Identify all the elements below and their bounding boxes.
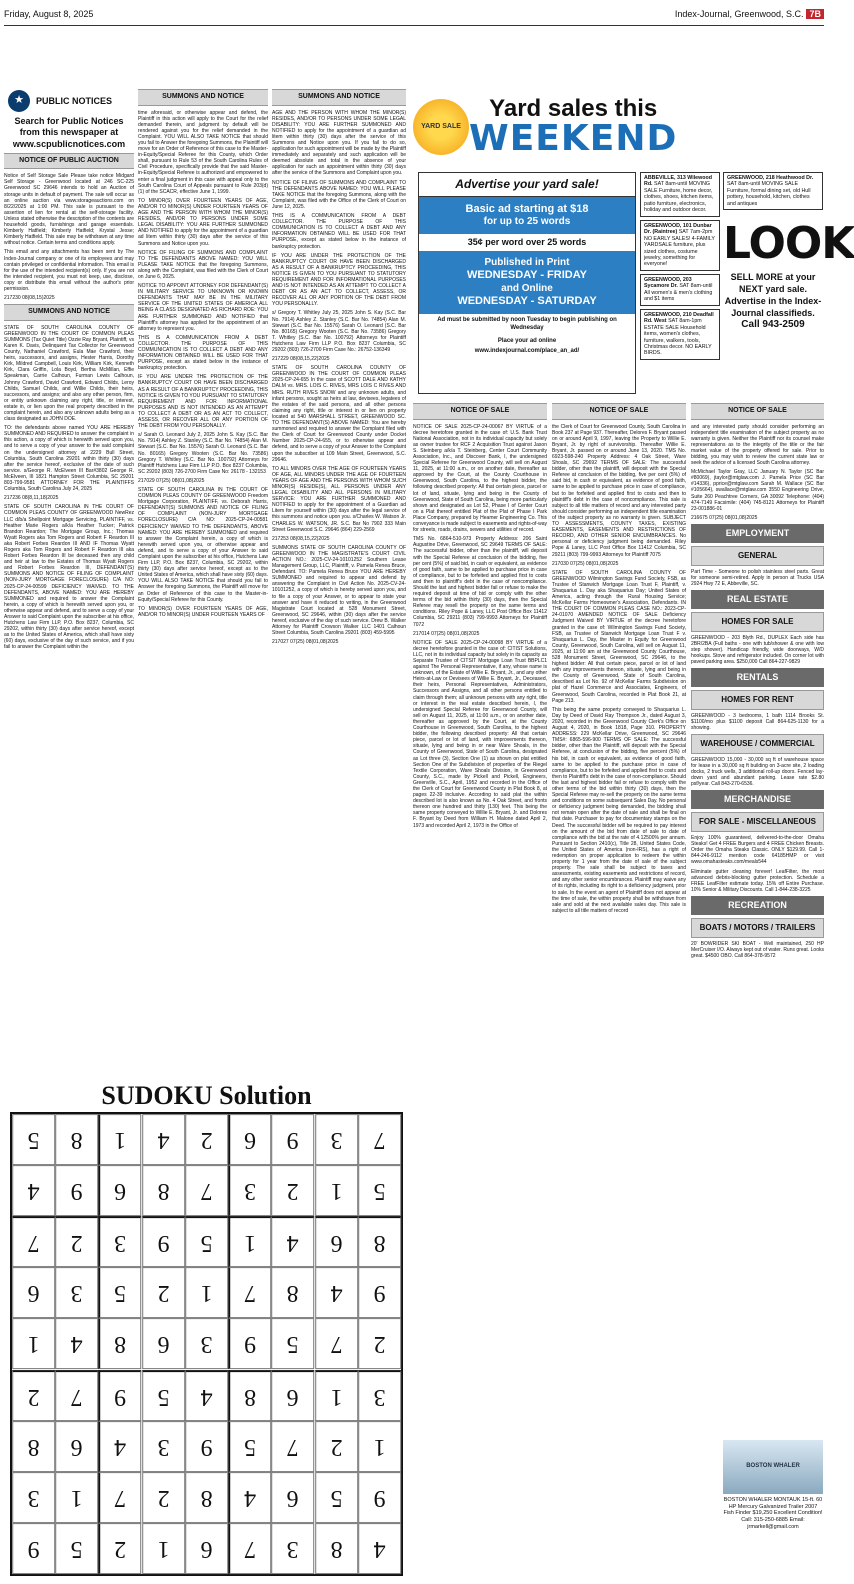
sudoku-cell: 6	[271, 1472, 314, 1523]
sudoku-cell: 2	[271, 1165, 314, 1216]
classified-ad: Eliminate gutter cleaning forever! LeafFilter, the most advanced debris-blocking gutter protection. Schedule a FREE LeafFilter estimate today. 15% off Entire Purchase. 10% Senior & Military Discounts. Call 1-844-238-3225	[691, 868, 824, 893]
look-ad	[723, 217, 854, 392]
notice-text: This email and any attachments has been sent by The Index-Journal company or one of its employees and may contain privileged or confidential information. This email is for the use of the intended recipient(s) only. If you are not the intended recipient, you must not keep, use, disclose, copy or distribute this email without the author's prior permission.	[4, 249, 134, 292]
sudoku-cell: 6	[12, 1267, 55, 1318]
sudoku-cell: 2	[55, 1216, 98, 1267]
yard-listings-b	[723, 172, 823, 213]
classified-ad: Part Time - Someone to polish stainless steel parts. Great for someone semi-retired. Apply in person at Trucks USA 2924 Hwy 72 E, Abbeville, SC.	[691, 568, 824, 587]
sudoku-cell: 7	[271, 1421, 314, 1472]
sudoku-cell: 3	[98, 1216, 141, 1267]
notice-text: and any interested party should consider performing an independent title examination of the subject property as no warranty is given. Neither the Plaintiff nor its counsel make representations as to the integrity of the title or the fair market value of the property offered for sale. Prior to bidding, you may wish to review the current state law or seek the advice of a licensed South Carolina attorney.	[691, 423, 824, 467]
sudoku-cell: 6	[271, 1370, 314, 1421]
column-1	[4, 86, 134, 1072]
yard-sales-title: Yard sales this	[489, 95, 658, 122]
notice-text: NOTICE OF SALE 2025-CP-24-00098 BY VIRTUE of a decree heretofore granted in the case of: CITIST Solutions, LLC, not in its individual capacity but solely in its capacity as Separate Trustee of CITSIT Mortgage Loan Trust BBPLC1 against The Personal Representative, if any, whose name is unknown, of the Estate of Willie E. Bryant, Jr., and any other Heirs-at-Law or Devisees of Willie E. Bryant, Jr., Deceased, their heirs, Personal Representatives, Administrators, Successors and Assigns, and all other persons entitled to claim through them; all unknown persons with any right, title or interest in the real estate described herein, I, the undersigned Special Referee for Greenwood County, will sell on August 11, 2025, at 11:00 a.m., or on another date, thereafter as approved by the Court, at the County Courthouse in Greenwood, South Carolina, to the highest bidder, the following described property: All that certain piece, parcel or lot of land, with improvements thereon, situate, lying and being in or near Ware Shoals, in the County of Greenwood, State of South Carolina, designated as Lot three (3), Section One (1) as shown on plat entitled Section One of the Subdivision of properties of the Riegel Textile Corporation, Ware Shoals Division, in Greenwood County, S.C., made by Pickell and Pickell, Engineers, Greenville, S.C., April, 1952 and recorded in the Office of the Clerk of Court for Greenwood County in Plat Book 8, at pages 22-39 inclusive. According to said plat the within described lot is also known as No. 4 Oak Street, and fronts thereon one hundred and thirty (130) feet. This being the same property conveyed to Willie E. Bryant, Jr. and Dolores F. Bryant by Deed from William H. Malone dated April 2, 1973 and recorded April 2, 1973 in the Office of	[413, 639, 547, 829]
sudoku-cell: 4	[228, 1472, 271, 1523]
header-date: Friday, August 8, 2025	[4, 9, 94, 20]
notice-ref: 217027 07(25) 08(01,08)2025	[272, 639, 339, 646]
sudoku-cell: 7	[228, 1523, 271, 1574]
list-item: GREENWOOD, 210 Deadfall Rd. West SAT 8am-1pm ESTATE SALE Household items, women's clothes, furniture, walkers, tools, Christmas decor. NO EARLY BIRDS.	[640, 309, 720, 360]
notice-text: s/ Gregory T. Whitley July 25, 2025 John S. Kay (S.C. Bar No. 7914) Ashley Z. Stanley (S.C. Bar No. 74854) Alan M. Stewart (S.C. Bar No. 15576) Sarah O. Leonard (S.C. Bar No. 80165) Gregory Wooten (S.C. Bar No. 73586) Gregory T. Whitley (S.C. Bar No. 100792) Attorneys for Plaintiff Hutchens Law Firm LLP P.O. Box 8237 Columbia, SC 29202 (803) 726-2700 Firm Case No.: 26752-136349	[272, 310, 406, 353]
sudoku-cell: 1	[315, 1165, 358, 1216]
notice-text: THIS IS A COMMUNICATION FROM A DEBT COLLECTOR. THE PURPOSE OF THIS COMMUNICATION IS TO COLLECT A DEBT AND ANY INFORMATION OBTAINED WILL BE USED FOR THAT PURPOSE, except as stated below in the instance of bankruptcy protection.	[272, 213, 406, 250]
sudoku-cell: 9	[142, 1216, 185, 1267]
real-estate-header: REAL ESTATE	[691, 590, 824, 609]
notice-text: IF YOU ARE UNDER THE PROTECTION OF THE BANKRUPTCY COURT OR HAVE BEEN DISCHARGED AS A RESULT OF A BANKRUPTCY PROCEEDING, THIS NOTICE IS GIVEN TO YOU PURSUANT TO STATUTORY REQUIREMENT AND FOR INFORMATIONAL PURPOSES AND IS NOT INTENDED AS AN ATTEMPT TO COLLECT A DEBT OR AS AN ACT TO COLLECT, ASSESS, OR RECOVER ALL OR ANY PORTION OF THE DEBT FROM YOU PERSONALLY.	[138, 374, 268, 430]
notice-text: TO MINOR(S) OVER FOURTEEN YEARS OF AGE, AND/OR TO MINOR(S) UNDER FOURTEEN YEARS OF	[138, 605, 268, 618]
sudoku-cell: 6	[185, 1523, 228, 1574]
sudoku-cell: 5	[185, 1216, 228, 1267]
look-text-2: Advertise in the Index-Journal classifieds.	[724, 295, 822, 319]
sudoku-cell: 7	[315, 1318, 358, 1369]
pn-logo-icon: ★	[8, 90, 30, 112]
sudoku-cell: 8	[142, 1165, 185, 1216]
sudoku-cell: 4	[55, 1318, 98, 1369]
sudoku-title: SUDOKU Solution	[101, 1081, 312, 1110]
boat-ad	[723, 1440, 823, 1580]
sudoku-cell: 6	[228, 1114, 271, 1165]
sudoku-cell: 7	[358, 1114, 401, 1165]
sudoku-cell: 9	[55, 1165, 98, 1216]
sudoku-cell: 4	[98, 1421, 141, 1472]
section-tag: SUMMONS AND NOTICE	[138, 89, 268, 106]
advertise-yard-sale-box	[418, 172, 636, 394]
header-paper: Index-Journal, Greenwood, S.C. 7B	[675, 9, 824, 20]
notice-text: NOTICE TO APPOINT ATTORNEY FOR DEFENDANT(S) IN MILITARY SERVICE TO UNKNOWN OR KNOWN DEFENDANTS THAT MAY BE IN THE MILITARY SERVICE OF THE UNITED STATES OF AMERICA ALL BEING A CLASS DESIGNATED AS RICHARD ROE: YOU ARE FURTHER SUMMONED AND NOTIFIED that Plaintiff's attorney has applied for the appointment of an attorney to represent you.	[138, 283, 268, 332]
section-tag: NOTICE OF SALE	[691, 403, 824, 420]
look-title: LOOK	[723, 218, 854, 269]
sudoku-cell: 1	[98, 1114, 141, 1165]
rentals-header: RENTALS	[691, 668, 824, 687]
list-item: GREENWOOD, 218 Heathwood Dr. SAT 8am-until MOVING SALE Furniture, formal dining set, old Hull pottery, household, kitchen, clothes and antiques	[723, 172, 823, 210]
section-tag: NOTICE OF PUBLIC AUCTION	[4, 153, 134, 170]
public-notices-title: PUBLIC NOTICES	[36, 95, 113, 106]
sudoku-cell: 2	[142, 1472, 185, 1523]
sudoku-cell: 5	[271, 1318, 314, 1369]
word-limit: for up to 25 words	[483, 216, 571, 228]
sudoku-cell: 9	[271, 1114, 314, 1165]
print-days: WEDNESDAY - FRIDAY	[466, 269, 587, 282]
classified-ad: Enjoy 100% guaranteed, delivered-to-the-door Omaha Steaks! Get 4 FREE Burgers and 4 FREE Chicken Breasts. Order the Omaha Steaks Classic. ONLY $129.99. Call 1-844-246-9112 mention code 64185HMP or visit www.omahasteaks.com/meals544	[691, 835, 824, 866]
sudoku-cell: 8	[315, 1523, 358, 1574]
sudoku-cell: 7	[98, 1472, 141, 1523]
sudoku-cell: 5	[55, 1523, 98, 1574]
section-tag: SUMMONS AND NOTICE	[272, 89, 406, 106]
sudoku-cell: 8	[98, 1318, 141, 1369]
sudoku-cell: 3	[12, 1472, 55, 1523]
notice-ref: 217014 07(25) 08(01,08)2025	[413, 630, 480, 637]
yard-sales-banner	[413, 86, 678, 168]
merchandise-header: MERCHANDISE	[691, 790, 824, 809]
boats-header: BOATS / MOTORS / TRAILERS	[691, 918, 824, 938]
sudoku-cell: 6	[55, 1421, 98, 1472]
sudoku-cell: 1	[358, 1421, 401, 1472]
sudoku-cell: 5	[228, 1421, 271, 1472]
online-days: WEDNESDAY - SATURDAY	[457, 294, 597, 307]
sudoku-cell: 5	[98, 1267, 141, 1318]
employment-header: EMPLOYMENT	[691, 524, 824, 543]
notice-text: TO MINOR(S) OVER FOURTEEN YEARS OF AGE, AND/OR TO MINOR(S) UNDER FOURTEEN YEARS OF AGE AND THE PERSON WITH WHOM THE MINOR(S) RESIDES, AND/OR TO PERSONS UNDER SOME LEGAL DISABILITY: YOU ARE FURTHER SUMMONED AND NOTIFIED to apply for the appointment of a guardian ad litem within thirty (30) days after the service of this Summons and Notice upon you.	[138, 197, 268, 247]
list-item: GREENWOOD, 203 Sycamore Dr. SAT 8am-until All women's & men's clothing and $1 items	[640, 274, 720, 306]
sudoku-cell: 5	[315, 1472, 358, 1523]
sudoku-cell: 3	[185, 1318, 228, 1369]
sudoku-cell: 1	[228, 1216, 271, 1267]
sudoku-cell: 7	[228, 1267, 271, 1318]
notice-ref: 217030 07(25) 08(01,08)2025	[552, 560, 619, 567]
section-tag: SUMMONS AND NOTICE	[4, 304, 134, 321]
sudoku-cell: 4	[315, 1267, 358, 1318]
sudoku-cell: 6	[142, 1318, 185, 1369]
sudoku-cell: 1	[12, 1318, 55, 1369]
sudoku-cell: 3	[315, 1114, 358, 1165]
notice-text: TO: the defendants above named YOU ARE HEREBY SUMMONED AND REQUIRED to answer the complaint in this action, a copy of which is herewith served upon you, and to serve a copy of your answer to the said complaint on the undersigned attorney at 2229 Bull Street, Columbia, South Carolina 29201 within thirty (30) days after the service hereof, exclusive of the date of such service. s/George R. McElveen III Bar#3802 George R. McElveen, III 1821 Hampton Street Columbia, SC 29201 803-799-9581 ATTORNEY FOR THE PLAINTIFFS Columbia, South Carolina July 24, 2025	[4, 425, 134, 493]
sudoku-cell: 8	[228, 1370, 271, 1421]
recreation-header: RECREATION	[691, 896, 824, 915]
notice-ref: 217229 08(08,15,22)2025	[272, 356, 330, 363]
notice-text: time aforesaid, or otherwise appear and defend, the Plaintiff in this action will apply to the Court for the relief demanded therein, and judgment by default will be rendered against you for the relief demanded in the Complaint. YOU WILL ALSO TAKE NOTICE that should you fail to Answer the foregoing Summons, the Plaintiff will move for an Order of Reference of this case to the Master-in-Equity/Special Referee for this County, which Order shall, pursuant to Rule 53 of the South Carolina Rules of Civil Procedure, specifically provide that the said Master-in-Equity/Special Referee is authorized and empowered to enter a final judgment in this case with appeal only to the South Carolina Court of Appeals pursuant to Rule 203(d)(1) of the SCACR, effective June 1, 1999.	[138, 109, 268, 195]
notice-ref: 216675 07(25) 08(01,08)2025	[691, 514, 758, 521]
notice-text: NOTICE OF FILING OF SUMMONS AND COMPLAINT TO THE DEFENDANTS ABOVE NAMED: YOU WILL PLEASE TAKE NOTICE that the foregoing Summons, along with the Complaint, was filed with the Office of the Clerk of Court on June 12, 2025.	[272, 179, 406, 210]
notice-text: NOTICE OF FILING OF SUMMONS AND COMPLAINT TO THE DEFENDANTS ABOVE NAMED: YOU WILL PLEASE TAKE NOTICE that the foregoing Summons, along with the Complaint, was filed with the Clerk of Court on June 6, 2025.	[138, 249, 268, 280]
public-notices-search[interactable]: Search for Public Notices from this newspaper at www.scpublicnotices.com	[12, 116, 126, 149]
sudoku-cell: 3	[55, 1267, 98, 1318]
notice-text: s/ Sarah O. Leonard July 2, 2025 John S. Kay (S.C. Bar No. 7914) Ashley Z. Stanley (S.C. Bar No. 74854) Alan M. Stewart (S.C. Bar No. 15576) Sarah O. Leonard (S.C. Bar No. 80165) Gregory Wooten (S.C. Bar No. 73586) Gregory T. Whitley (S.C. Bar No. 100792) Attorneys for Plaintiff Hutchens Law Firm LLP P.O. Box 8237 Columbia, SC 29202 (803) 726-2700 Firm Case No: 26178 - 132153	[138, 432, 268, 475]
notice-ref: 217029 07(25) 08(01,08)2025	[138, 477, 205, 484]
general-header: GENERAL	[691, 546, 824, 566]
notice-text: THIS IS A COMMUNICATION FROM A DEBT COLLECTOR. THE PURPOSE OF THIS COMMUNICATION IS TO COLLECT A DEBT AND ANY INFORMATION OBTAINED WILL BE USED FOR THAT PURPOSE, except as stated below in the instance of bankruptcy protection.	[138, 334, 268, 372]
sudoku-cell: 5	[358, 1165, 401, 1216]
sudoku-cell: 4	[142, 1114, 185, 1165]
sudoku-cell: 3	[142, 1421, 185, 1472]
sudoku-cell: 4	[271, 1216, 314, 1267]
yard-sale-art	[413, 90, 469, 164]
sudoku-cell: 2	[185, 1114, 228, 1165]
page-number: 7B	[806, 9, 824, 19]
notice-text: TO ALL MINORS OVER THE AGE OF FOURTEEN YEARS OF AGE, ALL MINORS UNDER THE AGE OF FOURTEEN YEARS OF AGE AND THE PERSONS WITH WHOM SUCH MINOR(S) RESIDE(S), ALL PERSONS UNDER ANY LEGAL DISABILITY AND ALL PERSONS IN MILITARY SERVICE: YOU ARE FURTHER SUMMONED AND NOTIFIED to apply for the appointment of a Guardian ad Litem for yourself within (30) days after the legal service of this summons and notice upon you. s/Charles W. Watson Jr. CHARLES W. WATSON, JR. S.C. Bar No 7902 333 Main Street Greenwood S.C. 29646 (864) 229-2569	[272, 465, 406, 533]
sudoku-cell: 8	[55, 1114, 98, 1165]
notice-text: the Clerk of Court for Greenwood County, South Carolina in Book 237 at Page 937. Thereafter, Delores F. Bryant passed on or around April 9, 1997, leaving the Property to Willie E. Bryant, Jr. by right of survivorship. Thereafter Willie E. Bryant, Jr. passed on or around June 13, 2020. TMS No. 6923-598-240 Property Address: 4 Oak Street, Ware Shoals, SC 29692 TERMS OF SALE: The successful bidder, other than the plaintiff, will deposit with the Special Referee at conclusion of the bidding, five per cent (5%) of said bid, in cash or equivalent, as evidence of good faith, same to be applied to purchase price in case of compliance, but to be forfeited and applied first to costs and then to plaintiff's debt in the case of noncompliance. This sale is subject to all title matters of record and any interested party should consider performing an independent title examination of the subject property as no warranty is given. SUBJECT TO ASSESSMENTS, COUNTY TAXES, EXISTING EASEMENTS, EASEMENTS AND RESTRICTIONS OF RECORD, AND OTHER SENIOR ENCUMBRANCES. No personal or deficiency judgment being demanded. Riley Pope & Laney, LLC Post Office Box 11412 Columbia, SC 29211 (803) 799-9993 Attorneys for Plaintiff 7075	[552, 423, 686, 558]
sudoku-cell: 9	[12, 1523, 55, 1574]
sudoku-cell: 1	[185, 1267, 228, 1318]
sudoku-cell: 5	[12, 1114, 55, 1165]
notice-text: STATE OF SOUTH CAROLINA COUNTY OF GREENWOOD IN THE COURT OF COMMON PLEAS 2025-CP-24-655 In the case of SCOTT DALE AND KATHY DALM vs. MRS. LOIS C. RIVES, MRS LOIS C RIVES AND MRS. RUTH RIVES SNOW and any unknown adults, and infant persons, sought as heirs at law, devisees, legatees of the estates of the said persons, and all other persons claiming any right, title or interest in or lien on property located at 540 MARSHALL STREET, GREENWOOD SC. TO THE DEFENDANT(S) ABOVE NAMED: You are hereby summoned and required to answer the Complaint filed with the Clerk of Court for Greenwood County under Docket Number 2025-CP-24-655, or to otherwise appear and defend, and to serve a copy of your Answer to the Complaint upon the subscriber at 109 Main Street, Greenwood, S.C. 29646.	[272, 365, 406, 463]
notice-text: SUMMONS STATE OF SOUTH CAROLINA COUNTY OF GREENWOOD IN THE MAGISTRATE'S COURT CIVIL ACTION NO.: 2025-CV-24-10101252 Southern Lease Management Group, LLC, Plaintiff, v. Pamela Renea Bruce, Defendant. TO: Pamela Renea Bruce YOU ARE HEREBY SUMMONED and required to appear and defend by answering the Complaint in Civil Action No. 2025-CV-24-10101252, a copy of which is hereby served upon you, and to file a copy of your Answer, or to appear to state your answer and have it reduced to writing, in the Greenwood Magistrate Court located at 528 Monument Street, Greenwood, SC 29646, within (30) days after the service hereof, exclusive of the day of such service. Drew B. Walker Attorney for Plaintiff Crowson Walker LLC 1401 Calhoun Street Columbia, South Carolina 29201 (803) 459-5995	[272, 544, 406, 637]
classified-ad: 20' BOWRIDER SKI BOAT - Well maintained, 250 HP MerCruiser I/O. Always kept out of water. Runs great. Looks great. $4500 OBO. Call 864-378-9572	[691, 940, 824, 959]
notice-ref: 217236 08(8,11,18)2025	[4, 495, 59, 502]
place-ad-link[interactable]: www.indexjournal.com/place_an_ad/	[474, 348, 580, 355]
sudoku-cell: 9	[358, 1267, 401, 1318]
notice-ref: 217230 08(08,15)2025	[4, 295, 55, 302]
sudoku-cell: 4	[12, 1165, 55, 1216]
classified-ad: GREENWOOD - 3 bedrooms, 1 bath 1114 Brooks St. $1100/mo plus $1100 deposit Call 864-625-1130 for a showing.	[691, 712, 824, 732]
sudoku-cell: 3	[358, 1370, 401, 1421]
notice-text: IF YOU ARE UNDER THE PROTECTION OF THE BANKRUPTCY COURT OR HAVE BEEN DISCHARGED AS A RESULT OF A BANKRUPTCY PROCEEDING, THIS NOTICE IS GIVEN TO YOU PURSUANT TO STATUTORY REQUIREMENT AND FOR INFORMATIONAL PURPOSES AND IS NOT INTENDED AS AN ATTEMPT TO COLLECT A DEBT OR AS AN ACT TO COLLECT, ASSESS, OR RECOVER ALL OR ANY PORTION OF THE DEBT FROM YOU PERSONALLY.	[272, 252, 406, 308]
sudoku-cell: 9	[228, 1318, 271, 1369]
look-phone: Call 943-2509	[741, 319, 805, 331]
sudoku-grid	[10, 1112, 403, 1576]
sudoku-cell: 3	[228, 1165, 271, 1216]
section-tag: NOTICE OF SALE	[413, 403, 547, 420]
section-tag: NOTICE OF SALE	[552, 403, 686, 420]
notice-text: NOTICE OF SALE 2025-CP-24-00067 BY VIRTUE of a decree heretofore granted in the case of: U.S. Bank Trust National Association, not in its individual capacity but solely as owner trustee for RCF 2 Acquisition Trust against Jason S. Steinberg a/k/a T. Steinberg, Center Court Community Association, Inc., and Discover Bank, I, the undersigned Special Referee for Greenwood County, will sell on August 11, 2025, at 11:00 a.m., or on another date, thereafter as approved by the Court, at the County Courthouse in Greenwood, South Carolina, to the highest bidder, the following described property: All that certain piece, parcel or lot of land, situate, lying and being in the County of Greenwood, State of South Carolina, being more particularly shown and designated as Lot 52, Phase I of Center Court on a Plat thereof entitled Plat of the Plat of Phase I Park Place Company, prepared by Heamer Engineering Co. This conveyance is made subject to easements and rights-of-way for streets, roads, drains, sewers and utilities of record.	[413, 423, 547, 534]
yard-sales-weekend: WEEKEND	[469, 118, 678, 159]
basic-ad-price: Basic ad starting at $18	[465, 202, 589, 215]
look-text: SELL MORE at your NEXT yard sale.	[730, 271, 816, 294]
classifieds-column	[691, 400, 824, 1438]
print-label: Published in Print	[484, 257, 570, 269]
public-notices-box	[4, 86, 134, 116]
sudoku-cell: 9	[98, 1370, 141, 1421]
sudoku-cell: 8	[185, 1472, 228, 1523]
sudoku-cell: 6	[98, 1165, 141, 1216]
sudoku-cell: 1	[315, 1370, 358, 1421]
sudoku-cell: 9	[358, 1472, 401, 1523]
sudoku-cell: 4	[185, 1370, 228, 1421]
sudoku-cell: 1	[142, 1523, 185, 1574]
advertise-heading: Advertise your yard sale!	[419, 173, 635, 197]
misc-header: FOR SALE - MISCELLANEOUS	[691, 812, 824, 832]
classified-ad: GREENWOOD - 203 Blyth Rd., DUPLEX Each side has 2BR/2BA (Full baths - one with tub/shower & one with low step shower). Handicap friendly, wide doorways, W/D hookups. Stove and refrigerator included. On corner lot with paved parking area. $250,000 Call 864-227-9829	[691, 634, 824, 666]
extra-word-price: 35¢ per word over 25 words	[467, 237, 587, 248]
sudoku-cell: 2	[142, 1267, 185, 1318]
homes-rent-header: HOMES FOR RENT	[691, 690, 824, 710]
sudoku-cell: 8	[358, 1216, 401, 1267]
notice-text: STATE OF SOUTH CAROLINA COUNTY OF GREENWOOD IN THE COURT OF COMMON PLEAS SUMMONS (Tax Quiet Title) Ozzie Ray Bryant, Plaintiff, vs Karen K. Davis, Delinquent Tax Collector for Greenwood County, Nathaniel Crawford, Eula Mae Crawford, their heirs, successors, and assigns, Hester Harris, Dorothy Kirk, Mildred Campbell, Louis Kirk, William Kirk, Kenneth Kirk, Clara Griffin, Lola Boyd, Bertha McMillan, Effie Speakman, Carrie Calhoun, Furman Lewis Calhoun, Johnny Crawford, David Crawford, Edward Childs, Leroy Childs, Samuel Childs, and Willie Childs, their heirs, successors, and assigns; and also any other person, firm, or entity unknown claiming any right, title, or interest, estate in, or lien upon the real property described in the complaint herein, and also any unknown adults being as a class designated as JOHN DOE.	[4, 324, 134, 423]
sudoku-cell: 2	[98, 1523, 141, 1574]
sudoku-cell: 1	[55, 1472, 98, 1523]
boat-photo: BOSTON WHALER	[723, 1440, 823, 1494]
sale-column-1	[413, 400, 547, 1580]
sudoku-cell: 3	[271, 1523, 314, 1574]
sudoku-cell: 8	[12, 1421, 55, 1472]
sale-column-2	[552, 400, 686, 1580]
sudoku-cell: 2	[12, 1370, 55, 1421]
sudoku-cell: 7	[12, 1216, 55, 1267]
warehouse-header: WAREHOUSE / COMMERCIAL	[691, 734, 824, 754]
notice-text: STATE OF SOUTH CAROLINA IN THE COURT OF COMMON PLEAS COUNTY OF GREENWOOD Freedom Mortgage Corporation, PLAINTIFF, vs. Deborah Harris, DEFENDANT(S) SUMMONS AND NOTICE OF FILING OF COMPLAINT (NON-JURY MORTGAGE FORECLOSURE) C/A NO: 2025-CP-24-00581 DEFICIENCY WAIVED TO THE DEFENDANTS, ABOVE NAMED: YOU ARE HEREBY SUMMONED and required to answer the Complaint herein, a copy of which is herewith served upon you, or otherwise appear and defend, and to serve a copy of your Answer to said Complaint upon the subscriber at his office, Hutchens Law Firm LLP, P.O. Box 8237, Columbia, SC 29202, within thirty (30) days after service hereof, except as to the United States of America, which shall have sixty (60) days. YOU WILL ALSO TAKE NOTICE that should you fail to Answer the foregoing Summons, the Plaintiff will move for an Order of Reference of this case to the Master-in-Equity/Special Referee for this County.	[138, 486, 268, 603]
yard-listings-a	[640, 172, 720, 363]
notice-ref: 217253 08(08,15,22)2025	[272, 535, 330, 542]
yard-sale-sign-icon: YARD SALE	[413, 99, 469, 155]
notice-text: STATE OF SOUTH CAROLINA COUNTY OF GREENWOOD Wilmington Savings Fund Society, FSB, as Trustee of Stanwich Mortgage Loan Trust F, Plaintiff, v. Shaquarius L. Day aka Shaquarius Day; United States of America, acting through the Rural Housing Service; McKellar Farms Homeowner's Association, Defendants. IN THE COURT OF COMMON PLEAS CASE NO.: 2023-CP-24-01070 AMENDED NOTICE OF SALE Deficiency Judgment Waived BY VIRTUE of the decree heretofore granted in the case of: Wilmington Savings Fund Society, FSB, as Trustee of Stanwich Mortgage Loan Trust F v. Shaquarius L. Day, the Master in Equity for Greenwood County, Greenwood, South Carolina, will sell on August 11, 2025, at 11:00 am at the Greenwood County Courthouse, 528 Monument Street, Greenwood, SC 29646, to the highest bidder: All that certain piece, parcel or lot of land with any improvements thereon, situate, lying and being in the County of Greenwood, State of South Carolina, described as Lot No. 92 of McKellar Farms Subdivision on plat of Hazel Commerce and Associates, Engineers, of Greenwood, South Carolina, recorded in Plat Book 21, at Page 213.	[552, 569, 686, 704]
sudoku-cell: 2	[358, 1318, 401, 1369]
list-item: GREENWOOD, 101 Dunbar Dr. (Raintree) SAT 7am-2pm NO EARLY SALES! 4-FAMILY YARDSALE furniture, plus sized clothes, costume jewelry, something for everyone!	[640, 220, 720, 271]
notice-text: Notice of Self Storage Sale Please take notice Midgard Self Storage - Greenwood located at 246 SC-225 Greenwood SC 29646 intends to hold an Auction of storage units in default of payment. The sale will occur as an online auction via www.storageauctions.com on 8/22/2025 at 1:00 PM. This sale is pursuant to the assertion of lien for rental at the self-storage facility. Unless stated otherwise the description of the contents are household goods, furnishings and garage essentials. Kimberly Hatfield; Kimberly Hatfield; Krystal Jesse; Kimberly Hatfield. This sale may be withdrawn at any time without notice. Certain terms and conditions apply.	[4, 173, 134, 247]
page-header	[4, 4, 824, 26]
deadline-text: Ad must be submitted by noon Tuesday to begin publishing on Wednesday	[437, 317, 617, 331]
sudoku-cell: 4	[358, 1523, 401, 1574]
homes-sale-header: HOMES FOR SALE	[691, 612, 824, 632]
notice-text: AGE AND THE PERSON WITH WHOM THE MINOR(S) RESIDES, AND/OR TO PERSONS UNDER SOME LEGAL DISABILITY: YOU ARE FURTHER SUMMONED AND NOTIFIED to apply for the appointment of a guardian ad litem within thirty (30) days after the service of this Summons and Notice upon you. If you fail to do so, application for such appointment will be made by the Plaintiff immediately and separately and such application will be deemed absolute and total in the absence of your application for such an appointment within thirty (30) days after the service of the Summons and Complaint upon you.	[272, 109, 406, 177]
sudoku-cell: 7	[55, 1370, 98, 1421]
notice-text: TMS No. 6864-510-973 Property Address: 206 Saint Augustine Drive, Greenwood, SC 29649 TERMS OF SALE: The successful bidder, other than the plaintiff, will deposit with the Special Referee at conclusion of the bidding, five per cent (5%) of said bid, in cash or equivalent, as evidence of good faith, same to be applied to purchase price in case of compliance, but to be forfeited and applied first to costs and then to plaintiff's debt in the case of noncompliance. Should the last and highest bidder fail or refuse to make the required deposit at time of bid or comply with the other terms of the bid within thirty (30) days, then the Special Referee may resell the property on the same terms and conditions. Riley Pope & Laney, LLC Post Office Box 11412 Columbia, SC 29211 (803) 799-9993 Attorneys for Plaintiff 7072	[413, 536, 547, 628]
sudoku-cell: 7	[185, 1165, 228, 1216]
sudoku-cell: 2	[315, 1421, 358, 1472]
online-label: and Online	[501, 282, 553, 294]
classified-ad: GREENWOOD 15,000 - 30,000 sq ft of warehouse space for lease in a 30,000 sq ft building on 3-acre site, 2 loading docks, 2 truck wells, 3 additional roll-up doors. Fenced lay-down yard and abundant parking. Lease rate $2.80 psf/year. Call 843-270-6536.	[691, 756, 824, 788]
boat-ad-text: BOSTON WHALER MONTAUK 15-ft. 60 HP Mercury Galvanized Trailer 2007 Fish Finder $19,250 Excellent Condition! Call: 315-250-6885 Email: jrmarkell@gmail.com	[723, 1497, 823, 1530]
place-online-text: Place your ad online	[497, 338, 557, 344]
notice-text: McMichael Taylor Gray, LLC January N. Taylor (SC Bar #80069), jtaylor@mtglaw.com J. Pamela Price (SC Bar #14336), pprice@mtglaw.com Sarah M. Wallace (SC Bar #105664), swallace@mtglaw.com 3550 Engineering Drive, Suite 260 Peachtree Corners, GA 30092 Telephone: (404) 474-7149 Facsimile: (404) 745-8121 Attorneys for Plaintiff 23-001886-01	[691, 469, 824, 512]
notice-text: STATE OF SOUTH CAROLINA IN THE COURT OF COMMON PLEAS COUNTY OF GREENWOOD NewRez LLC d/b/a Shellpoint Mortgage Servicing, PLAINTIFF, vs. Heather Marie Rogers a/k/a Heather Tucker; Patrick Brandon Reardon; The Mortgage Group, Inc.; Thomas Wyatt Rogers aka Tom Rogers and Robert F Reardon III aka Robert Forbes Reardon III AND IF Thomas Wyatt Rogers aka Tom Rogers and Robert F Reardon III aka Robert Forbes Reardon III be deceased then any child and heir at law to the Estates of Thomas Wyatt Rogers and Robert Forbes Reardon III, DEFENDANT(S) SUMMONS AND NOTICE OF FILING OF COMPLAINT (NON-JURY MORTGAGE FORECLOSURE) C/A NO: 2025-CP-24-00599 DEFICIENCY WAIVED. TO THE DEFENDANTS, ABOVE NAMED: YOU ARE HEREBY SUMMONED and required to answer the Complaint herein, a copy of which is herewith served upon you, or otherwise appear and defend, and to serve a copy of your Answer to said Complaint upon the subscriber at his office, Hutchens Law Firm LLP, P.O. Box 8237, Columbia, SC 29202, within thirty (30) days after service hereof, except as to the United States of America, which shall have sixty (60) days, exclusive of the day of such service, and if you fail to answer the Complaint within the	[4, 504, 134, 651]
sudoku-cell: 9	[185, 1421, 228, 1472]
column-2	[138, 86, 268, 1072]
sudoku-cell: 8	[271, 1267, 314, 1318]
list-item: ABBEVILLE, 313 Wilewood Rd. SAT 8am-until MOVING SALE Furniture, home decor, clothes, shoes, kitchen items, patio furniture, electronics, holiday and outdoor decor.	[640, 172, 720, 217]
notice-text: This being the same property conveyed to Shaquarius L. Day by Deed of David Ray Thompson Jr., dated August 3, 2020, recorded in the Greenwood County Clerk's Office on August 4, 2020, in Book 1818, Page 310. PROPERTY ADDRESS: 229 McKellar Drive, Greenwood, SC 29646 TMS#: 6865-596-900 TERMS OF SALE: The successful bidder, other than the Plaintiff, will deposit with the Special Referee, at conclusion of the bidding, five percent (5%) of his bid, in cash or equivalent, as evidence of good faith, same to be applied to the purchase price in case of compliance, but to be forfeited and applied first to costs and then to Plaintiff's debt in the case of non-compliance. Should the last and highest bidder fail or refuse to comply with the other terms of the bid within thirty (30) days, then the Special Referee may re-sell the property on the same terms and conditions on some subsequent Sales Day. No personal or deficiency judgment being demanded, the bidding shall not remain open after the date of sale and shall be final on that date. Purchaser to pay for documentary stamps on the Deed. The successful bidder will be required to pay interest on the amount of the bid from date of sale to date of compliance with the bid at the rate of 4.12500% per annum. Pursuant to Section 2410(c), Title 28, United States Code, the United States of America (non-IRS), has a right of redemption on proper application to redeem the within property for 1 year from the date of sale of the subject property. The sale shall be subject to taxes and assessments, existing easements and restrictions of record, and any other senior encumbrances. Plaintiff may waive any of its rights, including its right to a deficiency judgment, prior to sale. In the event an agent of Plaintiff does not appear at the time of sale, the within property shall be withdrawn from sale and sold at the next available sales day. This sale is subject to all title matters of record	[552, 706, 686, 914]
sudoku-cell: 5	[142, 1370, 185, 1421]
sudoku-cell: 6	[315, 1216, 358, 1267]
